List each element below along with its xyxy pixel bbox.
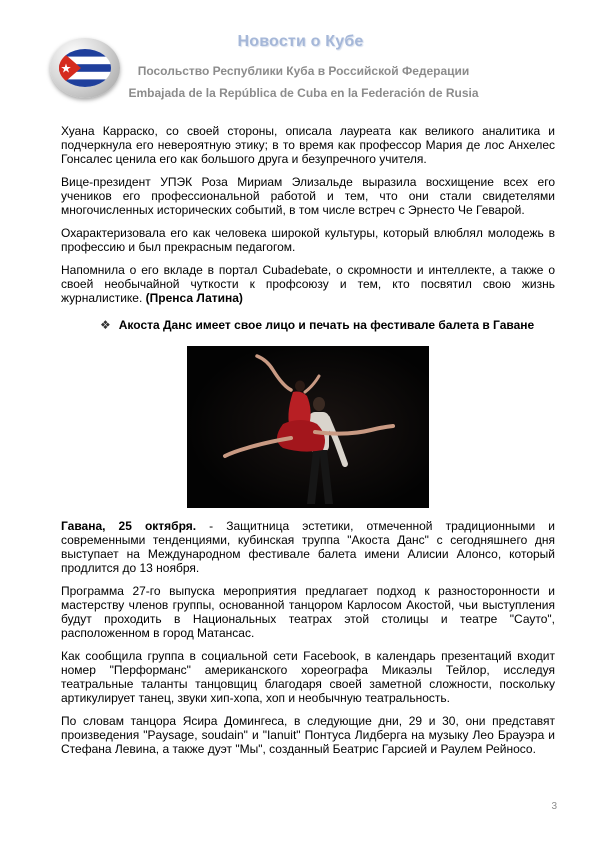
dateline: Гавана, 25 октября. [61,519,197,533]
header-subtitle-es: Embajada de la República de Cuba en la Federación de Rusia [128,86,479,100]
article-headline [61,318,555,332]
news-source: (Пренса Латина) [145,291,243,305]
header-title: Новости о Кубе [237,33,364,50]
paragraph: Хуана Карраско, со своей стороны, описала лауреата как великого аналитика и подчеркнула его невероятную этику; в то время как профессор Мария де лос Анхелес Гонсалес ценила его как большого друга и безупречного учителя. [61,124,555,166]
paragraph [61,519,555,575]
headline-text: Акоста Данс имеет свое лицо и печать на фестивале балета в Гаване [118,318,535,332]
paragraph [61,263,555,305]
page-number: 3 [551,801,557,812]
paragraph: Охарактеризовала его как человека широкой культуры, который влюблял молодежь в профессию и был прекрасным педагогом. [61,226,555,254]
paragraph: Программа 27-го выпуска мероприятия предлагает подход к разносторонности и мастерству членов группы, основанной танцором Карлосом Акостой, чьи выступления будут проходить в Национальных театрах этой столицы и театре "Сауто", расположенном в город Матансас. [61,584,555,640]
header-subtitle-ru: Посольство Республики Куба в Российской Федерации [137,64,470,78]
paragraph: Вице-президент УПЭК Роза Мириам Элизальде выразила восхищение всех его учеников его профессиональной работой и тем, что они стали свидетелями многочисленных исторических событий, в том числе встреч с Эрнесто Че Геварой. [61,175,555,217]
paragraph-text: - Защитница эстетики, отмеченной традиционными и современными тенденциями, кубинская труппа "Акоста Данс" с сегодняшнего дня выступает на Международном фестивале балета имени Алисии Алонсо, который продлится до 13 ноября. [61,519,555,575]
paragraph: По словам танцора Ясира Домингеса, в следующие дни, 29 и 30, они представят произведения "Paysage, soudain" и "Ianuit" Понтуса Лидберга на музыку Лео Брауэра и Стефана Левина, а также дуэт "Мы", созданный Беатрис Гарсией и Раулем Рейносо. [61,714,555,756]
article-body [61,124,555,765]
paragraph-text: Напомнила о его вкладе в портал Cubadebate, о скромности и интеллекте, а также о своей необычайной чуткости к профсоюзу и тем, кто посвятил свою жизнь журналистике. [61,263,555,305]
ballet-dancers-photo [187,346,429,508]
paragraph: Как сообщила группа в социальной сети Facebook, в календарь презентаций входит номер "Перформанс" американского хореографа Микаэлы Тейлор, исследуя театральные таланты танцовщиц благодаря своей заметной сложности, поскольку артикулирует танец, звуки хип-хопа, хоп и необычную театральность. [61,649,555,705]
diamond-bullet-icon: ❖ [100,318,111,332]
